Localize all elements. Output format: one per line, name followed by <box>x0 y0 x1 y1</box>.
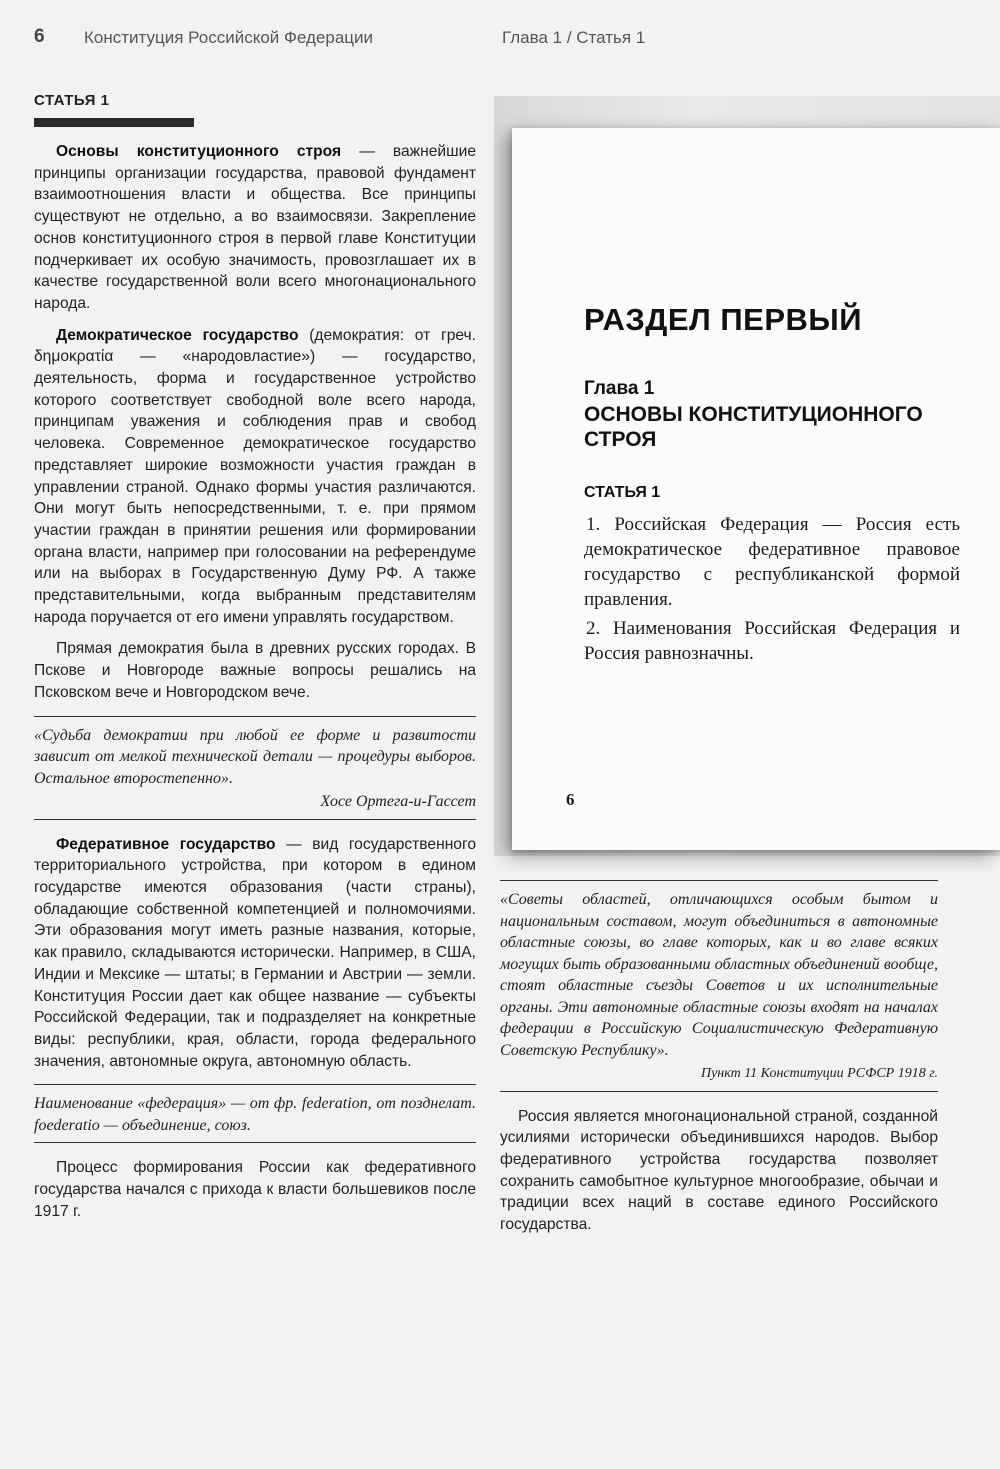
paragraph-multinational: Россия является многонациональной страной, созданной усилиями исторически объединившихся народов. Выбор федеративного устройства государства позволяет сохранить самобытное культурное многообразие, обычаи и традиции всех наций в составе единого Российского государства. <box>500 1107 938 1234</box>
constitution-page-content <box>584 302 960 670</box>
paragraph-text: (демократия: от греч. δημοκρατία — «народовластие») — государство, деятельность, форма и государственное устройство которого соответствует свободной воле всего народа, принципам уважения и соблюдения прав и свобод человека. Современное демократическое государство представляет широкие возможности участия граждан в управлении страной. Однако формы участия различаются. Они могут быть непосредственными, т. е. при прямом участии граждан в принятии решения или формировании органа власти, например при голосовании на референдуме или на выборах в Государственную Думу РФ. А также представительными, когда выбранным представителям народа поручается от его имени управлять государством. <box>34 326 476 626</box>
paragraph-federation <box>34 834 476 1073</box>
constitution-page-photo <box>512 128 1000 850</box>
paragraph-direct-democracy: Прямая демократия была в древних русских городах. В Пскове и Новгороде важные вопросы решались на Псковском вече и Новгородском вече. <box>34 640 476 701</box>
book-chapter-title: ОСНОВЫ КОНСТИТУЦИОННОГО СТРОЯ <box>584 403 923 451</box>
left-column <box>34 92 476 1232</box>
book-article: СТАТЬЯ 1 <box>584 484 661 501</box>
note-text: Наименование «федерация» — от фр. federation, от позднелат. foederatio — объединение, союз. <box>34 1095 476 1134</box>
term-democracy: Демократическое государство <box>56 326 299 344</box>
article-label: СТАТЬЯ 1 <box>34 92 110 109</box>
quote-text: «Советы областей, отличающихся особым бытом и национальным составом, могут объединиться в автономные областные союзы, во главе которых, как и во главе всяких могущих быть образованными областных объединений вообще, стоят областные съезды Советов и их исполнительные органы. Эти автономные областные союзы входят на началах федерации в Российскую Социалистическую Федеративную Советскую Республику». <box>500 891 938 1059</box>
running-section: Глава 1 / Статья 1 <box>502 28 646 47</box>
quote-ortega <box>34 716 476 820</box>
term-foundations: Основы конституционного строя <box>56 143 342 160</box>
book-page-number: 6 <box>566 790 575 809</box>
paragraph-formation: Процесс формирования России как федеративного государства начался с прихода к власти большевиков после 1917 г. <box>34 1159 476 1220</box>
article-rule <box>34 118 194 127</box>
quote-text: «Судьба демократии при любой ее форме и развитости зависит от мелкой технической детали — процедуры выборов. Остальное второстепенно». <box>34 726 476 787</box>
paragraph-democracy <box>34 325 476 629</box>
paragraph-text: — вид государственного территориального устройства, при котором в едином государстве имеются образования (части страны), обладающие собственной компетенцией и полномочиями. Эти образования могут иметь разные названия, которые, как правило, складываются исторически. Например, в США, Индии и Мексике — штаты; в Германии и Австрии — земли. Конституция России дает как общее название — субъекты Российской Федерации, так и подразделяет на конкретные виды: республики, края, области, города федерального значения, автономные округа, автономную область. <box>34 835 476 1070</box>
quote-author: Хосе Ортега-и-Гассет <box>320 793 476 811</box>
quote-rsfsr-1918 <box>500 880 938 1092</box>
page-header <box>0 26 1000 56</box>
running-title: Конституция Российской Федерации <box>84 28 374 47</box>
page-number: 6 <box>34 26 45 47</box>
note-federation-etymology <box>34 1084 476 1143</box>
book-section-title: РАЗДЕЛ ПЕРВЫЙ <box>584 302 863 337</box>
book-chapter: Глава 1 <box>584 378 655 399</box>
quote-author: Пункт 11 Конституции РСФСР 1918 г. <box>700 1066 938 1081</box>
term-federation: Федеративное государство <box>56 835 276 853</box>
book-article-item-1: 1. Российская Федерация — Россия есть демократическое федеративное правовое государство с республиканской формой правления. <box>584 514 960 610</box>
paragraph-foundations <box>34 141 476 315</box>
paragraph-text: — важнейшие принципы организации государства, правовой фундамент взаимоотношения власти и общества. Все принципы существуют не отдельно, а во взаимосвязи. Закрепление основ конституционного строя в первой главе Конституции подчеркивает их особую значимость, провозглашает их в качестве государственной воли всего многонационального народа. <box>34 143 476 312</box>
right-column <box>500 880 938 1246</box>
book-article-item-2: 2. Наименования Российская Федерация и Россия равнозначны. <box>584 618 960 664</box>
